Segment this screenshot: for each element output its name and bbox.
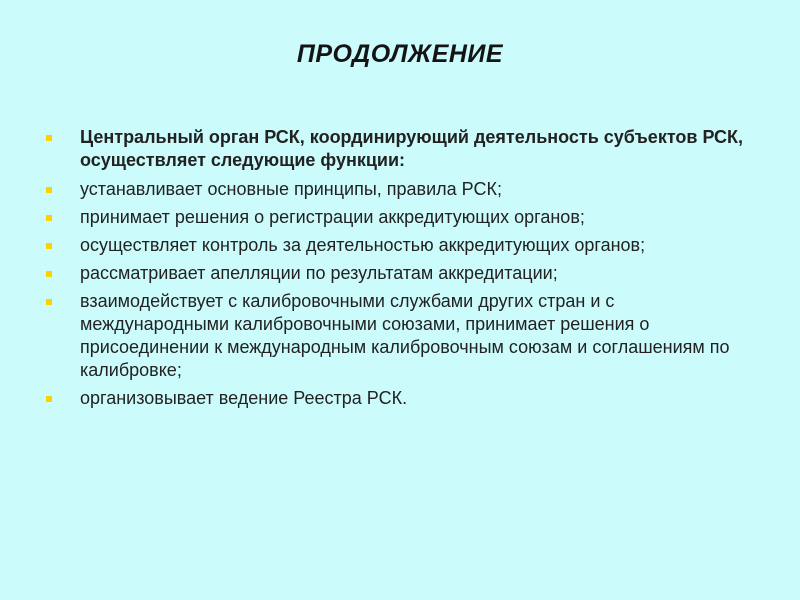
list-item [46,178,746,201]
square-bullet-icon [46,396,52,402]
list-item-text: принимает решения о регистрации аккредитующих органов; [80,207,585,227]
list-item-text: осуществляет контроль за деятельностью аккредитующих органов; [80,235,646,255]
list-item-text: организовывает ведение Реестра РСК. [80,388,408,408]
slide-title: ПРОДОЛЖЕНИЕ [296,40,504,68]
list-item-text: рассматривает апелляции по результатам аккредитации; [80,263,558,283]
square-bullet-icon [46,299,52,305]
list-item [46,262,746,285]
list-item [46,234,746,257]
list-item-text: устанавливает основные принципы, правила РСК; [80,179,502,199]
square-bullet-icon [46,135,52,141]
square-bullet-icon [46,271,52,277]
list-item [46,290,746,382]
square-bullet-icon [46,215,52,221]
list-item-text: Центральный орган РСК, координирующий деятельность субъектов РСК, осуществляет следующие функции: [80,127,744,170]
list-item [46,126,746,172]
bullet-list [46,126,746,415]
square-bullet-icon [46,243,52,249]
list-item-text: взаимодействует с калибровочными службами других стран и с международными калибровочными союзами, принимает решения о присоединении к международным калибровочным союзам и соглашениям по калибровке; [80,291,730,380]
square-bullet-icon [46,187,52,193]
list-item [46,206,746,229]
list-item [46,387,746,410]
